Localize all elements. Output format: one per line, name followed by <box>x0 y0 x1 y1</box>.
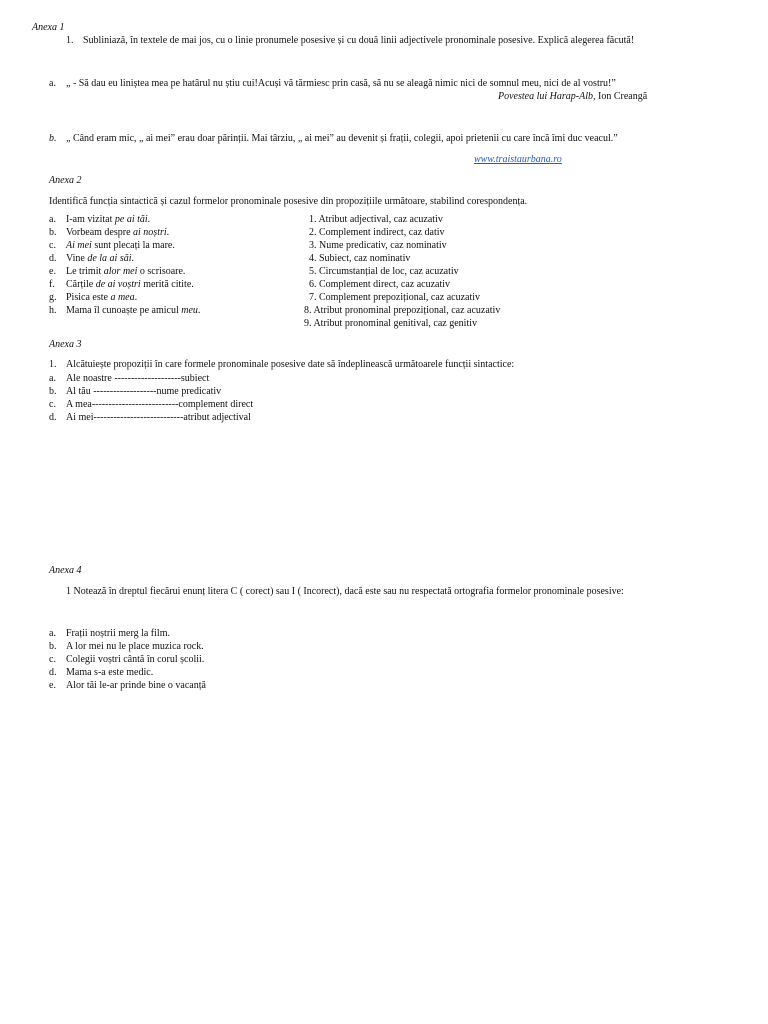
anexa3-task-number: 1. <box>49 359 57 370</box>
anexa3-title: Anexa 3 <box>49 339 82 350</box>
item-text: Cărțile de ai voștri merită citite. <box>66 279 194 290</box>
item-marker: e. <box>49 266 56 277</box>
item-marker: e. <box>49 680 56 691</box>
option-item: 1. Atribut adjectival, caz acuzativ <box>309 214 443 225</box>
option-item: 4. Subiect, caz nominativ <box>309 253 411 264</box>
item-text: Mama s-a este medic. <box>66 667 154 678</box>
source-author: Ion Creangă <box>597 91 648 102</box>
item-text: I-am vizitat pe ai tăi. <box>66 214 151 225</box>
item-marker: h. <box>49 305 57 316</box>
item-text: Frații noștrii merg la film. <box>66 628 170 639</box>
anexa1-b-quote: „ Când eram mic, „ ai mei” erau doar părinții. Mai târziu, „ ai mei” au devenit și frații, colegii, apoi prietenii cu care încă îmi duc veacul.” <box>66 133 618 144</box>
item-text: Ai mei sunt plecați la mare. <box>66 240 175 251</box>
item-marker: b. <box>49 386 57 397</box>
anexa1-a-quote: „ - Să dau eu liniștea mea pe hatârul nu știu cui!Acuși vă tărmiesc prin casă, să nu se aleagă nimic nici de somnul meu, nici de al vostru!” <box>66 78 616 89</box>
anexa4-task: 1 Notează în dreptul fiecărui enunț litera C ( corect) sau I ( Incorect), dacă este sau nu respectată ortografia formelor pronominale posesive: <box>66 586 624 597</box>
anexa1-task-number: 1. <box>66 35 74 46</box>
item-text: Al tău -------------------nume predicativ <box>66 386 222 397</box>
item-marker: d. <box>49 667 57 678</box>
item-marker: b. <box>49 227 57 238</box>
item-text: Vine de la ai săi. <box>66 253 135 264</box>
anexa4-title: Anexa 4 <box>49 565 82 576</box>
item-marker: f. <box>49 279 55 290</box>
anexa1-task: Subliniază, în textele de mai jos, cu o linie pronumele posesive și cu două linii adjectivele pronominale posesive. Explică alegerea făcută! <box>83 35 635 46</box>
item-text: Colegii voștri cântă în corul școlii. <box>66 654 205 665</box>
item-marker: a. <box>49 373 56 384</box>
option-item: 3. Nume predicativ, caz nominativ <box>309 240 447 251</box>
item-marker: a. <box>49 628 56 639</box>
item-text: A mea--------------------------complement direct <box>66 399 254 410</box>
item-text: Ale noastre --------------------subiect <box>66 373 210 384</box>
item-text: Ai mei---------------------------atribut adjectival <box>66 412 251 423</box>
item-text: Pisica este a mea. <box>66 292 138 303</box>
item-marker: c. <box>49 399 56 410</box>
source-title: Povestea lui Harap-Alb, <box>498 91 596 102</box>
item-marker: c. <box>49 240 56 251</box>
item-text: Mama îl cunoaște pe amicul meu. <box>66 305 201 316</box>
anexa1-title: Anexa 1 <box>32 22 65 33</box>
item-marker: b. <box>49 641 57 652</box>
anexa1-b-marker: b. <box>49 133 57 144</box>
item-text: A lor mei nu le place muzica rock. <box>66 641 204 652</box>
anexa1-a-source <box>498 90 647 103</box>
anexa1-b-source <box>474 153 562 166</box>
option-item: 5. Circumstanțial de loc, caz acuzativ <box>309 266 459 277</box>
item-marker: c. <box>49 654 56 665</box>
option-item: 2. Complement indirect, caz dativ <box>309 227 445 238</box>
item-marker: d. <box>49 253 57 264</box>
anexa1-a-marker: a. <box>49 78 56 89</box>
anexa3-task: Alcătuiește propoziții în care formele pronominale posesive date să îndeplinească următoarele funcții sintactice: <box>66 359 515 370</box>
option-item: 9. Atribut pronominal genitival, caz genitiv <box>304 318 478 329</box>
item-marker: d. <box>49 412 57 423</box>
item-marker: a. <box>49 214 56 225</box>
item-marker: g. <box>49 292 57 303</box>
option-item: 7. Complement prepozițional, caz acuzativ <box>309 292 481 303</box>
anexa2-title: Anexa 2 <box>49 175 82 186</box>
item-text: Vorbeam despre ai noștri. <box>66 227 170 238</box>
option-item: 8. Atribut pronominal prepozițional, caz acuzativ <box>304 305 501 316</box>
item-text: Le trimit alor mei o scrisoare. <box>66 266 186 277</box>
anexa2-task: Identifică funcția sintactică și cazul formelor pronominale posesive din propozițiile următoare, stabilind corespondența. <box>49 196 528 207</box>
option-item: 6. Complement direct, caz acuzativ <box>309 279 451 290</box>
source-link[interactable]: www.traistaurbana.ro <box>474 154 562 165</box>
item-text: Alor tăi le-ar prinde bine o vacanță <box>66 680 206 691</box>
